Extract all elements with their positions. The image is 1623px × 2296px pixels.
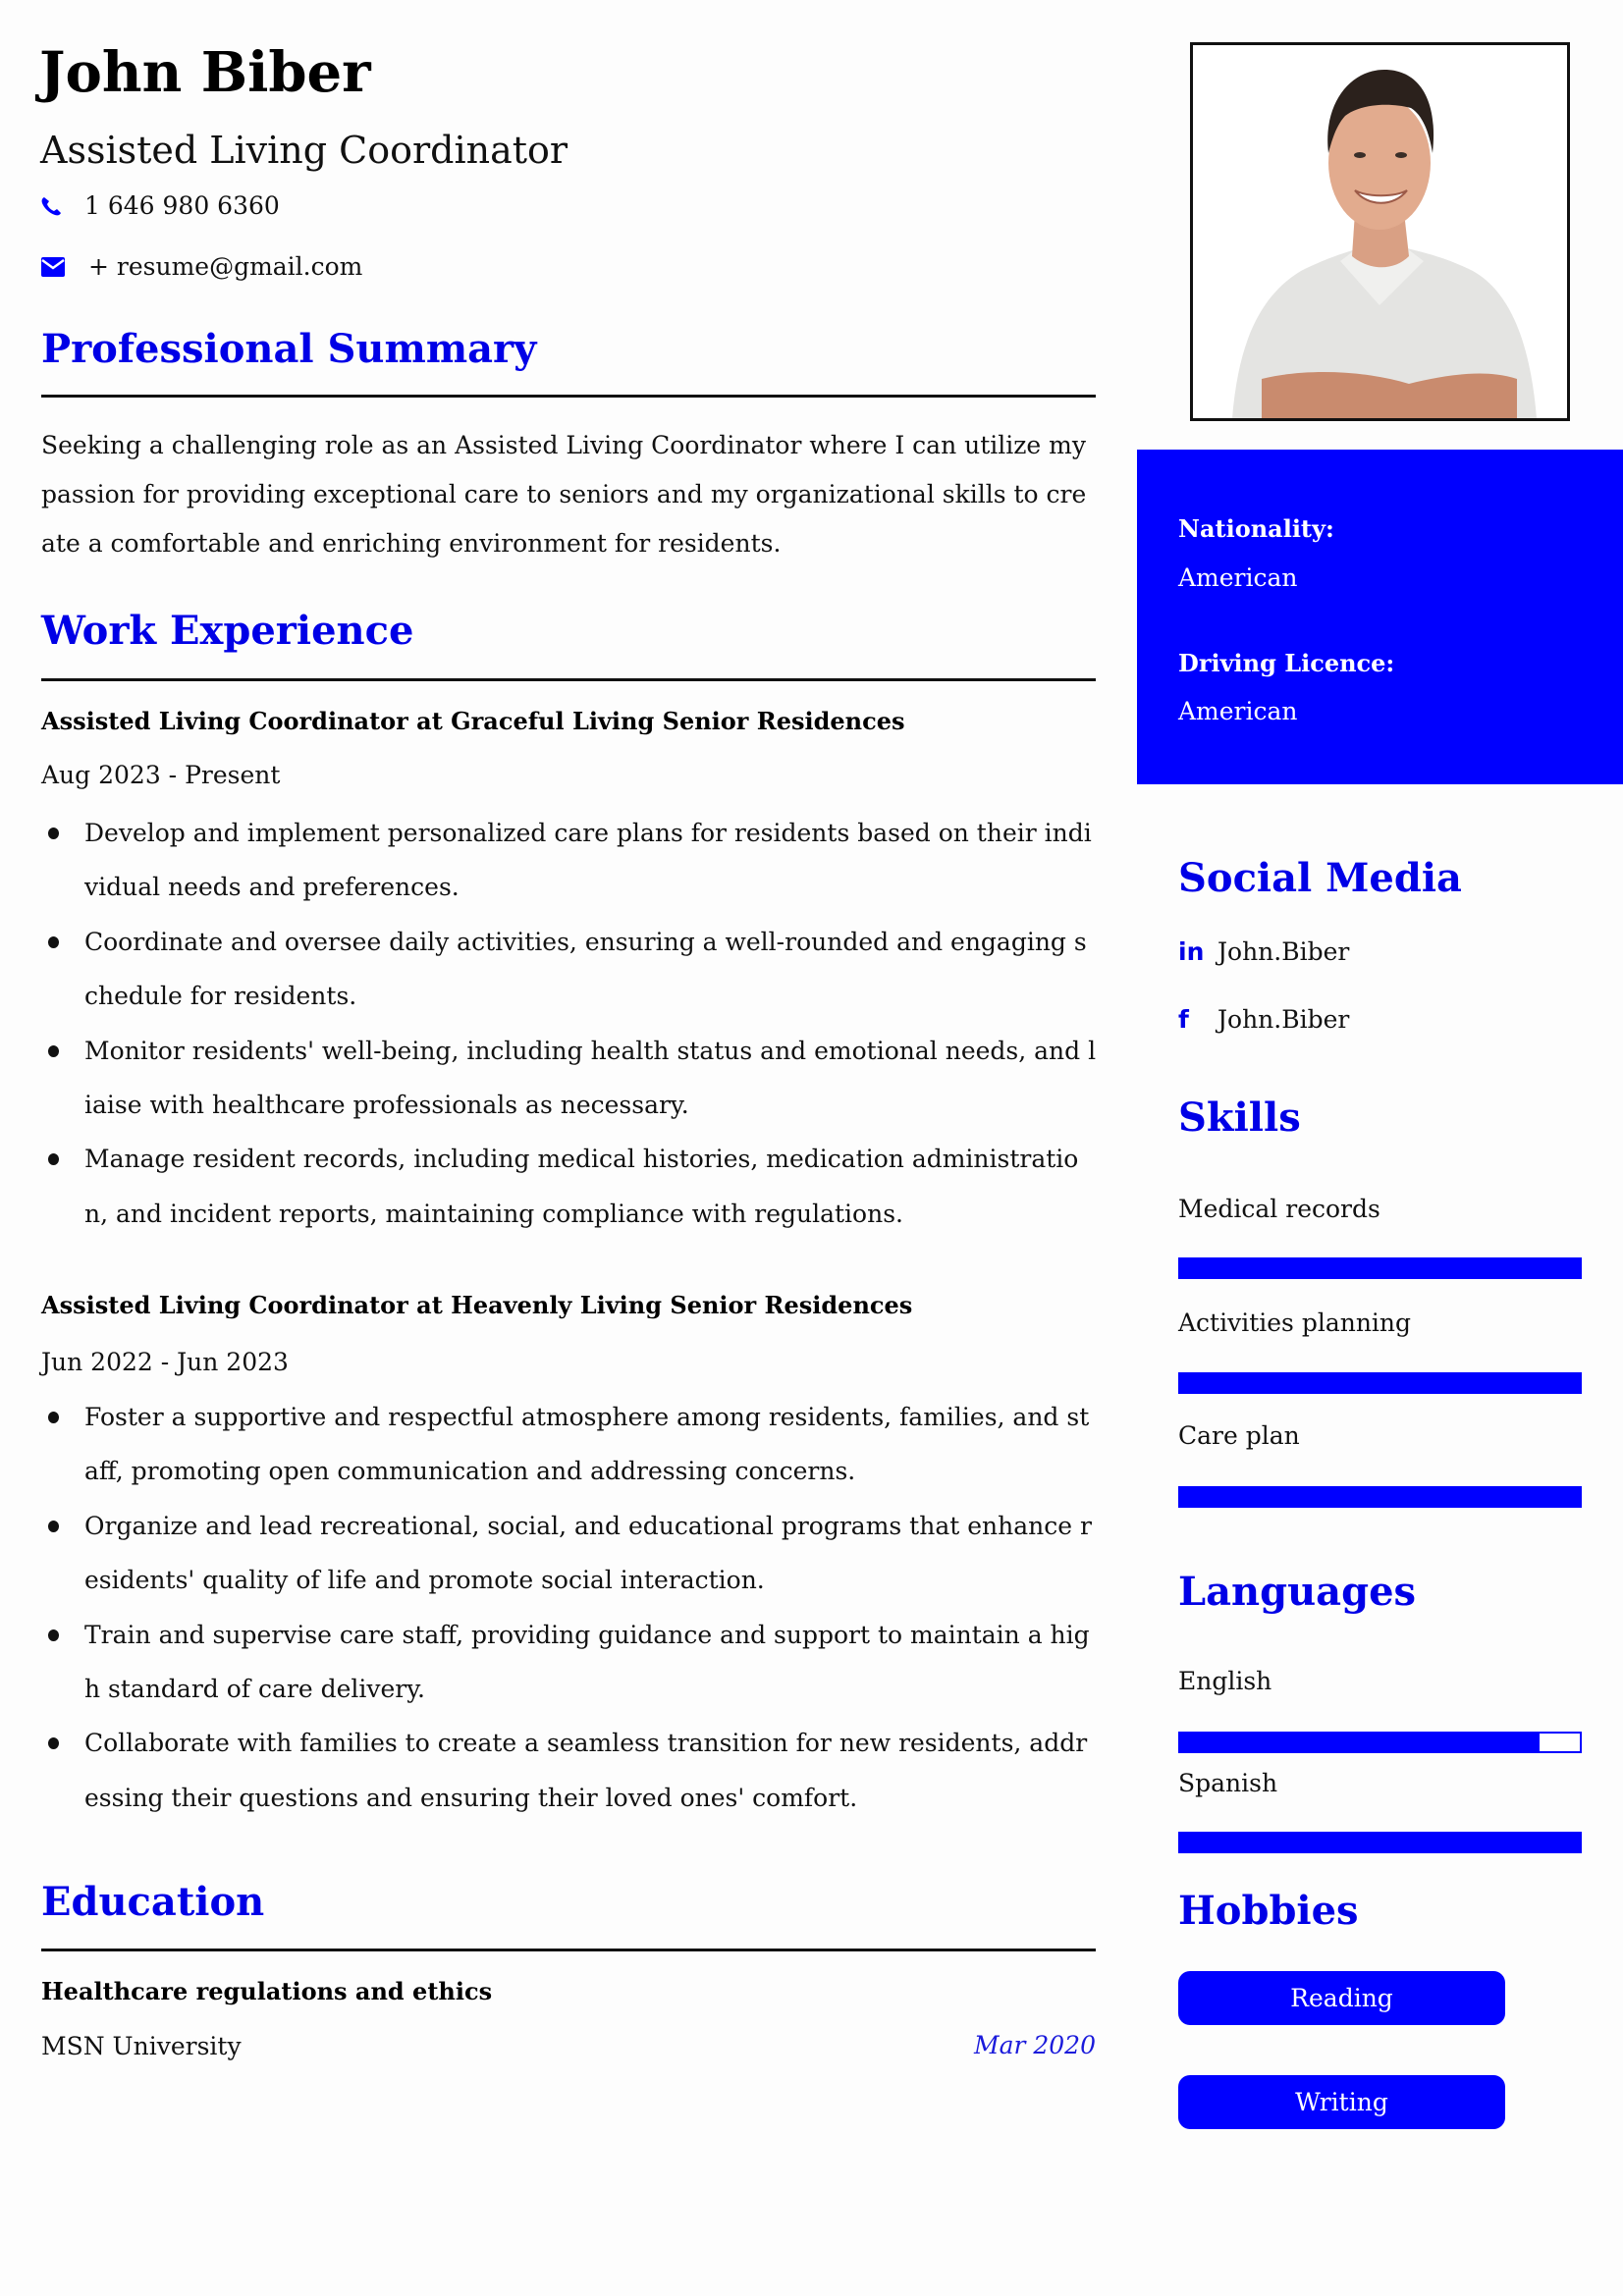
job-bullet: Monitor residents' well-being, including health status and emotional needs, and liaise with healthcare professionals as necessary.: [41, 1024, 1098, 1133]
social-handle[interactable]: John.Biber: [1217, 937, 1350, 966]
social-item-facebook[interactable]: [1178, 1007, 1349, 1032]
skill-level-bar: [1178, 1486, 1582, 1508]
personal-info-panel: [1137, 450, 1623, 784]
language-level-bar: [1178, 1832, 1582, 1853]
skill-level-fill: [1180, 1374, 1580, 1392]
language-level-fill: [1180, 1834, 1580, 1851]
skill-level-fill: [1180, 1259, 1580, 1277]
driving-licence-value: American: [1178, 697, 1298, 725]
phone-icon: [41, 196, 65, 216]
job-bullet: Manage resident records, including medical histories, medication administration, and incident reports, maintaining compliance with regulations.: [41, 1132, 1098, 1241]
candidate-name: John Biber: [39, 40, 371, 105]
education-school: MSN University: [41, 2032, 242, 2060]
job-bullet: Train and supervise care staff, providing guidance and support to maintain a high standard of care delivery.: [41, 1608, 1098, 1717]
education-degree: Healthcare regulations and ethics: [41, 1977, 493, 2005]
language-level-fill: [1180, 1734, 1540, 1751]
language-level-bar: [1178, 1732, 1582, 1753]
job-bullet-list: [41, 806, 1098, 1241]
hobby-tag: Reading: [1178, 1971, 1505, 2025]
profile-photo: [1190, 42, 1570, 421]
section-heading-languages: Languages: [1178, 1569, 1417, 1615]
hobby-tag: Writing: [1178, 2075, 1505, 2129]
nationality-label: Nationality:: [1178, 514, 1334, 543]
phone-number[interactable]: 1 646 980 6360: [84, 191, 280, 220]
job-bullet: Coordinate and oversee daily activities, ensuring a well-rounded and engaging schedule for residents.: [41, 915, 1098, 1024]
job-bullet: Collaborate with families to create a seamless transition for new residents, addressing their questions and ensuring their loved ones' comfort.: [41, 1716, 1098, 1825]
skill-level-bar: [1178, 1372, 1582, 1394]
section-divider: [41, 1949, 1096, 1951]
skill-name: Medical records: [1178, 1195, 1380, 1223]
person-portrait-icon: [1193, 45, 1567, 418]
skill-level-fill: [1180, 1488, 1580, 1506]
education-date: Mar 2020: [973, 2031, 1096, 2059]
job-bullet: Organize and lead recreational, social, and educational programs that enhance residents' quality of life and promote social interaction.: [41, 1499, 1098, 1608]
language-name: English: [1178, 1667, 1272, 1695]
job-entry-dates: Jun 2022 - Jun 2023: [41, 1348, 289, 1376]
driving-licence-label: Driving Licence:: [1178, 649, 1395, 677]
facebook-icon: f: [1178, 1005, 1189, 1034]
section-heading-experience: Work Experience: [41, 608, 414, 654]
section-heading-skills: Skills: [1178, 1095, 1301, 1141]
section-heading-social: Social Media: [1178, 855, 1462, 901]
skill-name: Activities planning: [1178, 1308, 1412, 1337]
linkedin-icon: in: [1178, 937, 1205, 966]
skill-name: Care plan: [1178, 1421, 1300, 1450]
job-bullet: Foster a supportive and respectful atmosphere among residents, families, and staff, promoting open communication and addressing concerns.: [41, 1390, 1098, 1499]
social-item-linkedin[interactable]: [1178, 939, 1349, 964]
social-handle[interactable]: John.Biber: [1217, 1005, 1350, 1034]
section-divider: [41, 395, 1096, 398]
job-title: Assisted Living Coordinator: [40, 129, 568, 172]
phone-row: [41, 193, 280, 218]
job-entry-title: Assisted Living Coordinator at Graceful Living Senior Residences: [41, 707, 905, 735]
email-address[interactable]: + resume@gmail.com: [88, 252, 363, 281]
summary-text: Seeking a challenging role as an Assisted Living Coordinator where I can utilize my passion for providing exceptional care to seniors and my organizational skills to create a comfortable and enriching environment for residents.: [41, 431, 1087, 558]
envelope-icon: [41, 257, 65, 277]
language-name: Spanish: [1178, 1769, 1278, 1797]
job-entry-dates: Aug 2023 - Present: [41, 761, 281, 789]
email-row: [41, 254, 362, 279]
job-bullet: Develop and implement personalized care plans for residents based on their individual needs and preferences.: [41, 806, 1098, 915]
section-heading-summary: Professional Summary: [41, 326, 537, 372]
job-entry-title: Assisted Living Coordinator at Heavenly Living Senior Residences: [41, 1291, 913, 1319]
section-divider: [41, 678, 1096, 681]
skill-level-bar: [1178, 1257, 1582, 1279]
section-heading-hobbies: Hobbies: [1178, 1888, 1359, 1934]
nationality-value: American: [1178, 563, 1298, 592]
section-heading-education: Education: [41, 1879, 265, 1925]
job-bullet-list: [41, 1390, 1098, 1825]
